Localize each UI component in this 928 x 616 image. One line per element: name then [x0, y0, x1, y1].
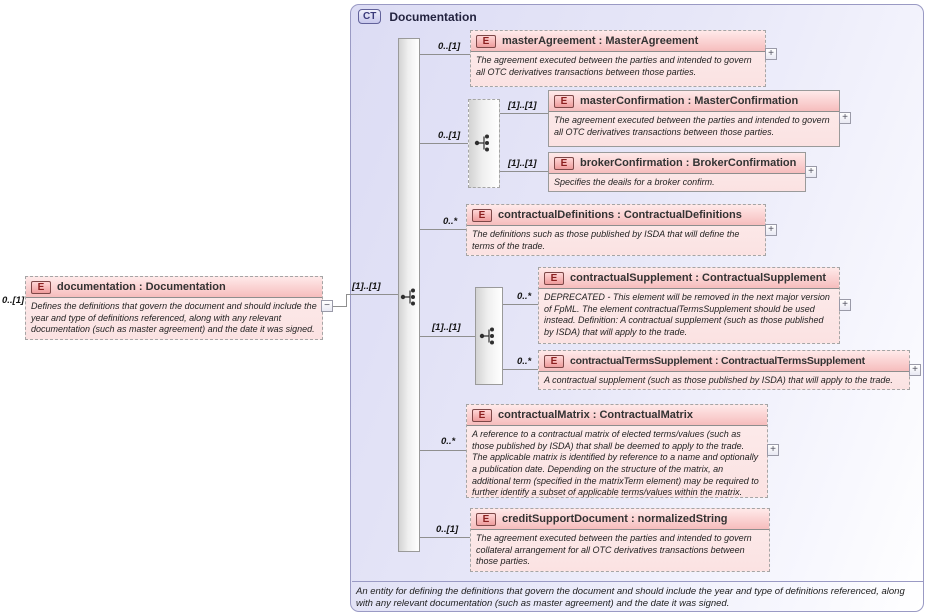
element-box-documentation[interactable] — [25, 276, 323, 340]
cardinality-contractualMatrix: 0..* — [441, 436, 456, 447]
expand-button-brokerConfirmation[interactable]: + — [805, 166, 817, 178]
connector-line — [420, 54, 470, 55]
element-badge-icon: E — [476, 513, 496, 526]
expand-button-contractualMatrix[interactable]: + — [767, 444, 779, 456]
expand-button-contractualTermsSupplement[interactable]: + — [909, 364, 921, 376]
element-box-contractualMatrix[interactable] — [466, 404, 768, 498]
expand-button-contractualDefinitions[interactable]: + — [765, 224, 777, 236]
element-header-brokerConfirmation — [549, 153, 805, 174]
element-title-brokerConfirmation: brokerConfirmation : BrokerConfirmation — [580, 157, 797, 169]
element-box-masterConfirmation[interactable] — [548, 90, 840, 147]
element-badge-icon: E — [554, 157, 574, 170]
element-description-contractualSupplement: DEPRECATED - This element will be removed in the next major version of FpML. The element contractualTermsSupplement should be used instead. Definition: A contractual supplement (such as those published by ISDA) that will apply to the trade. — [544, 292, 830, 338]
element-title-contractualTermsSupplement: contractualTermsSupplement : ContractualTermsSupplement — [570, 355, 865, 367]
cardinality-brokerConfirmation: [1]..[1] — [508, 158, 537, 169]
element-box-contractualTermsSupplement[interactable] — [538, 350, 910, 390]
connector-line — [333, 306, 346, 307]
element-title-documentation: documentation : Documentation — [57, 281, 226, 293]
connector-line — [346, 294, 398, 295]
element-badge-icon: E — [554, 95, 574, 108]
element-header-contractualMatrix — [467, 405, 767, 426]
element-title-contractualSupplement: contractualSupplement : ContractualSupplement — [570, 272, 827, 284]
connector-line — [503, 369, 538, 370]
cardinality-masterConfirmation: [1]..[1] — [508, 100, 537, 111]
element-badge-icon: E — [544, 355, 564, 368]
complex-type-annotation: An entity for defining the definitions that govern the document and should include the year and type of definitions referenced, along with any relevant documentation (such as master agreement) and the date it was signed. — [356, 586, 905, 609]
cardinality-sequence2: [1]..[1] — [432, 322, 461, 333]
connector-line — [420, 229, 466, 230]
element-badge-icon: E — [472, 409, 492, 422]
annotation-divider — [352, 581, 923, 582]
connector-line — [420, 143, 468, 144]
element-description-contractualTermsSupplement: A contractual supplement (such as those published by ISDA) that will apply to the trade. — [544, 375, 893, 385]
complex-type-title: Documentation — [389, 9, 477, 24]
sequence-icon — [473, 131, 493, 155]
element-description-creditSupportDocument: The agreement executed between the parties and intended to govern collateral arrangement for all OTC derivatives transactions between those parties. — [476, 533, 752, 567]
connector-line — [420, 450, 466, 451]
cardinality-contractualSupplement: 0..* — [517, 291, 532, 302]
cardinality-ct-connector: [1]..[1] — [352, 281, 381, 292]
element-title-creditSupportDocument: creditSupportDocument : normalizedString — [502, 513, 728, 525]
element-description-masterAgreement: The agreement executed between the parties and intended to govern all OTC derivatives transactions between those parties. — [476, 55, 752, 77]
cardinality-root: 0..[1] — [2, 295, 25, 306]
sequence-icon — [478, 324, 498, 348]
connector-line — [420, 537, 470, 538]
expand-button-contractualSupplement[interactable]: + — [839, 299, 851, 311]
element-description-masterConfirmation: The agreement executed between the parties and intended to govern all OTC derivatives transactions between those parties. — [554, 115, 830, 137]
cardinality-sequence1: 0..[1] — [438, 130, 461, 141]
element-title-masterAgreement: masterAgreement : MasterAgreement — [502, 35, 699, 47]
element-box-creditSupportDocument[interactable] — [470, 508, 770, 572]
complex-type-header — [358, 9, 477, 24]
element-box-contractualDefinitions[interactable] — [466, 204, 766, 256]
element-badge-icon: E — [472, 209, 492, 222]
expand-button-masterAgreement[interactable]: + — [765, 48, 777, 60]
connector-line — [500, 171, 548, 172]
connector-line — [500, 113, 548, 114]
element-description-brokerConfirmation: Specifies the deails for a broker confirm. — [554, 177, 715, 187]
element-header-contractualTermsSupplement — [539, 351, 909, 372]
connector-line — [503, 304, 538, 305]
element-box-masterAgreement[interactable] — [470, 30, 766, 87]
cardinality-contractualDefinitions: 0..* — [443, 216, 458, 227]
element-description-documentation: Defines the definitions that govern the document and should include the year and type of definitions referenced, along with any relevant documentation (such as master agreement) and the date it was signed. — [31, 301, 317, 335]
element-header-masterConfirmation — [549, 91, 839, 112]
cardinality-masterAgreement: 0..[1] — [438, 41, 461, 52]
connector-line — [346, 294, 347, 307]
collapse-button-documentation[interactable]: − — [321, 300, 333, 312]
element-badge-icon: E — [476, 35, 496, 48]
element-title-contractualMatrix: contractualMatrix : ContractualMatrix — [498, 409, 693, 421]
element-title-masterConfirmation: masterConfirmation : MasterConfirmation — [580, 95, 799, 107]
complex-type-badge: CT — [358, 9, 381, 24]
element-box-contractualSupplement[interactable] — [538, 267, 840, 344]
element-badge-icon: E — [31, 281, 51, 294]
expand-button-masterConfirmation[interactable]: + — [839, 112, 851, 124]
connector-line — [420, 336, 475, 337]
element-box-brokerConfirmation[interactable] — [548, 152, 806, 192]
element-header-documentation — [26, 277, 322, 298]
element-header-masterAgreement — [471, 31, 765, 52]
element-header-contractualDefinitions — [467, 205, 765, 226]
element-title-contractualDefinitions: contractualDefinitions : ContractualDefinitions — [498, 209, 742, 221]
element-description-contractualMatrix: A reference to a contractual matrix of elected terms/values (such as those published by ISDA) that shall be deemed to apply to the trade. The applicable matrix is identified by reference to a name and optionally a publication date. Depending on the structure of the matrix, an additional term (specified in the matrixTerm element) may be required to further identify a subset of applicable terms/values within the matrix. — [472, 429, 759, 498]
cardinality-creditSupportDocument: 0..[1] — [436, 524, 459, 535]
element-header-contractualSupplement — [539, 268, 839, 289]
element-header-creditSupportDocument — [471, 509, 769, 530]
element-badge-icon: E — [544, 272, 564, 285]
cardinality-contractualTermsSupplement: 0..* — [517, 356, 532, 367]
sequence-icon — [399, 285, 419, 309]
element-description-contractualDefinitions: The definitions such as those published by ISDA that will define the terms of the trade. — [472, 229, 740, 251]
